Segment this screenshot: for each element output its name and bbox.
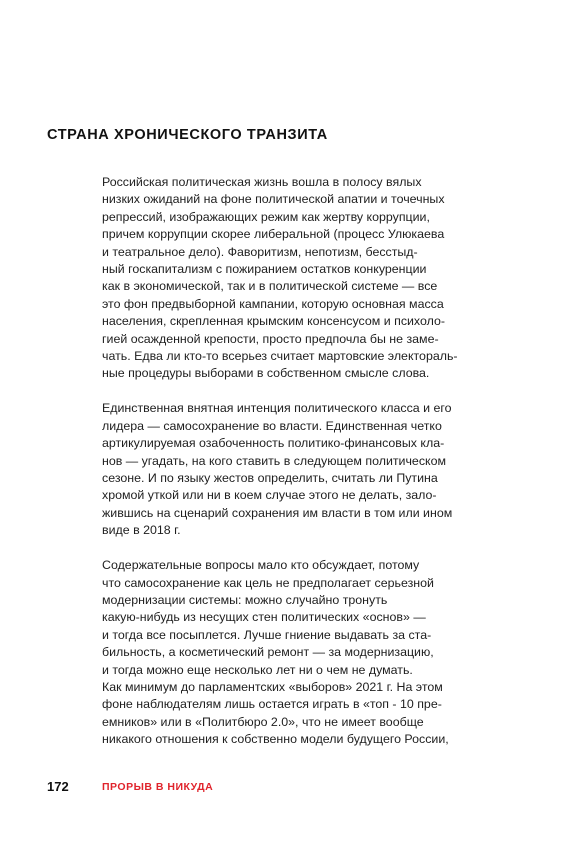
paragraph: [102, 400, 492, 539]
text-line: артикулируемая озабоченность политико-финансовых кла-: [102, 436, 445, 451]
text-line: Российская политическая жизнь вошла в полосу вялых: [102, 175, 422, 189]
text-line: виде в 2018 г.: [102, 523, 181, 538]
chapter-heading: СТРАНА ХРОНИЧЕСКОГО ТРАНЗИТА: [47, 127, 328, 143]
paragraph: [102, 557, 492, 748]
text-line: жившись на сценарий сохранения им власти в том или ином: [102, 505, 453, 520]
text-line: Как минимум до парламентских «выборов» 2021 г. На этом: [102, 679, 443, 694]
text-line: модернизации системы: можно случайно тронуть: [102, 592, 388, 607]
text-line: причем коррупции скорее либеральной (процесс Улюкаева: [102, 227, 445, 242]
text-line: емников» или в «Политбюро 2.0», что не имеет вообще: [102, 714, 424, 729]
running-title: ПРОРЫВ В НИКУДА: [102, 781, 214, 793]
text-line: низких ожиданий на фоне политической апатии и точечных: [102, 192, 445, 207]
text-line: и тогда все посыплется. Лучше гниение выдавать за ста-: [102, 627, 432, 642]
text-line: хромой уткой или ни в коем случае этого не делать, зало-: [102, 488, 437, 503]
paragraph: [102, 174, 492, 383]
text-line: ный госкапитализм с пожиранием остатков конкуренции: [102, 262, 427, 277]
text-line: ные процедуры выборами в собственном смысле слова.: [102, 366, 430, 381]
text-line: населения, скрепленная крымским консенсусом и психоло-: [102, 314, 445, 329]
text-line: какую-нибудь из несущих стен политических «основ» —: [102, 610, 426, 625]
text-line: никакого отношения к собственно модели будущего России,: [102, 732, 449, 747]
text-line: фоне наблюдателям лишь остается играть в «топ - 10 пре-: [102, 697, 442, 712]
text-line: это фон предвыборной кампании, которую основная масса: [102, 296, 444, 311]
text-line: и театральное дело). Фаворитизм, непотизм, бесстыд-: [102, 244, 418, 259]
text-line: нов — угадать, на кого ставить в следующем политическом: [102, 453, 446, 468]
text-line: что самосохранение как цель не предполагает серьезной: [102, 575, 434, 590]
text-line: Единственная внятная интенция политического класса и его: [102, 401, 452, 416]
text-line: лидера — самосохранение во власти. Единственная четко: [102, 418, 442, 433]
text-line: чать. Едва ли кто-то всерьез считает мартовские электораль-: [102, 349, 458, 364]
text-line: как в экономической, так и в политической системе — все: [102, 279, 438, 294]
page-number: 172: [47, 779, 69, 794]
text-line: Содержательные вопросы мало кто обсуждает, потому: [102, 558, 420, 573]
text-line: сезоне. И по языку жестов определить, считать ли Путина: [102, 471, 438, 485]
text-line: и тогда можно еще несколько лет ни о чем не думать.: [102, 662, 413, 677]
body-text: [102, 174, 492, 766]
text-line: репрессий, изображающих режим как жертву коррупции,: [102, 209, 430, 224]
text-line: гией осажденной крепости, просто предпочла бы не заме-: [102, 331, 439, 346]
text-line: бильность, а косметический ремонт — за модернизацию,: [102, 645, 434, 660]
